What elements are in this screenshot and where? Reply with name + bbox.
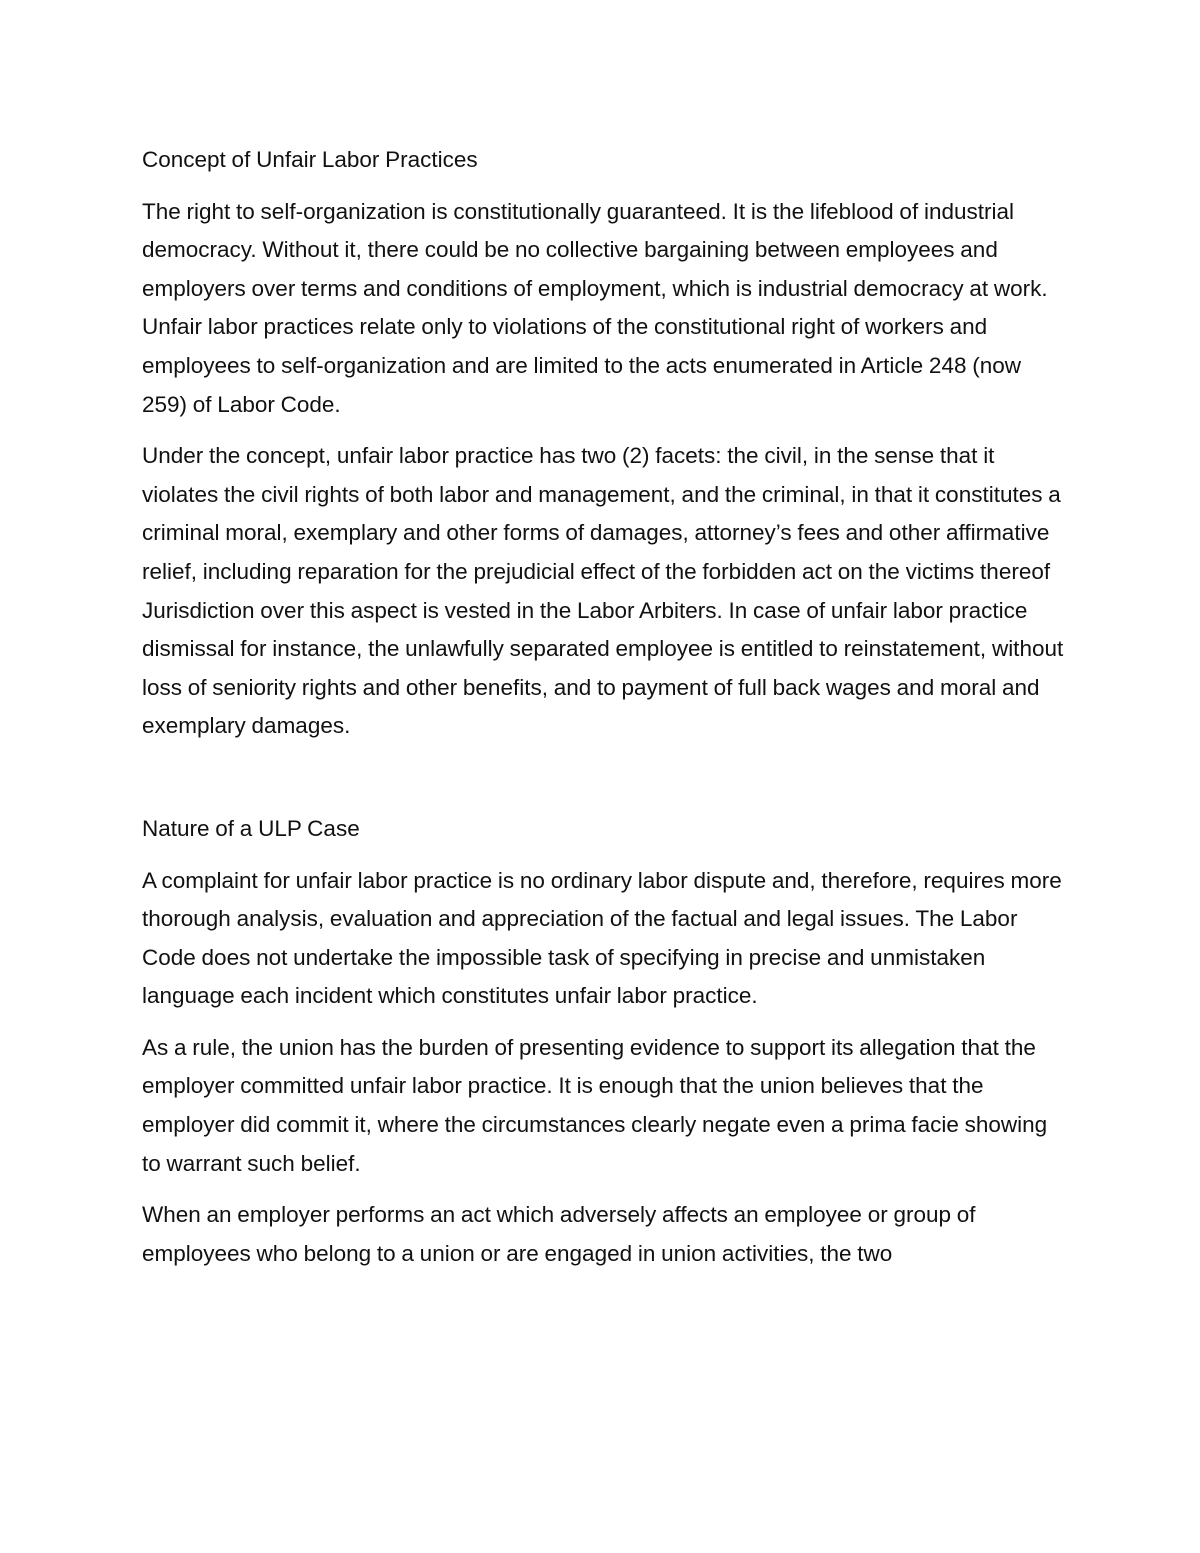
document-body: [142, 141, 1067, 1286]
paragraph: The right to self-organization is constitutionally guaranteed. It is the lifeblood of industrial democracy. Without it, there could be no collective bargaining between employees and employers over terms and conditions of employment, which is industrial democracy at work. Unfair labor practices relate only to violations of the constitutional right of workers and employees to self-organization and are limited to the acts enumerated in Article 248 (now 259) of Labor Code.: [142, 198, 1048, 417]
paragraph: Under the concept, unfair labor practice has two (2) facets: the civil, in the sense that it violates the civil rights of both labor and management, and the criminal, in that it constitutes a criminal moral, exemplary and other forms of damages, attorney’s fees and other affirmative relief, including reparation for the prejudicial effect of the forbidden act on the victims thereof Jurisdiction over this aspect is vested in the Labor Arbiters. In case of unfair labor practice dismissal for instance, the unlawfully separated employee is entitled to reinstatement, without loss of seniority rights and other benefits, and to payment of full back wages and moral and exemplary damages.: [142, 443, 1064, 739]
paragraph: A complaint for unfair labor practice is no ordinary labor dispute and, therefore, requires more thorough analysis, evaluation and appreciation of the factual and legal issues. The Labor Code does not undertake the impossible task of specifying in precise and unmistaken language each incident which constitutes unfair labor practice.: [142, 867, 1062, 1009]
section-nature-of-ulp-case: [142, 810, 1067, 1274]
section-heading: Concept of Unfair Labor Practices: [142, 147, 478, 172]
section-concept-of-ulp: [142, 141, 1067, 746]
section-gap: [142, 759, 1067, 810]
section-heading: Nature of a ULP Case: [142, 815, 360, 841]
paragraph: When an employer performs an act which adversely affects an employee or group of employees who belong to a union or are engaged in union activities, the two: [142, 1202, 976, 1266]
paragraph: As a rule, the union has the burden of presenting evidence to support its allegation that the employer committed unfair labor practice. It is enough that the union believes that the employer did commit it, where the circumstances clearly negate even a prima facie showing to warrant such belief.: [142, 1034, 1048, 1176]
